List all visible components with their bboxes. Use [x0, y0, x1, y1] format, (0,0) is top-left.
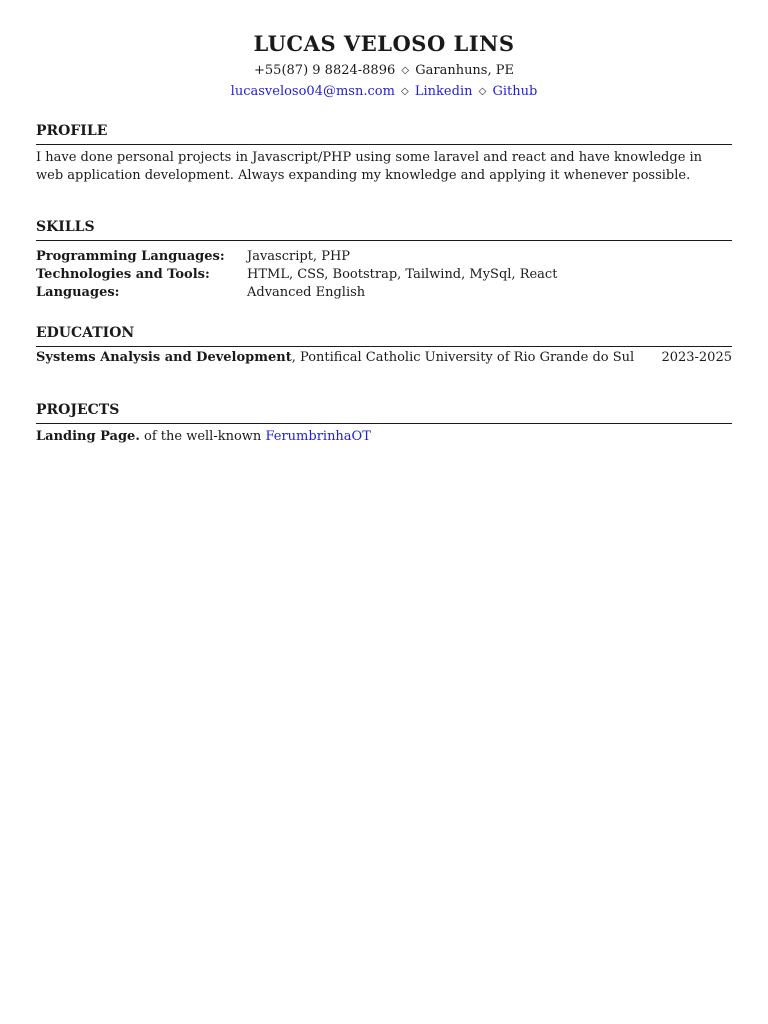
- contact-line-links: [36, 82, 732, 103]
- resume-page: [36, 0, 732, 444]
- skills-value: Javascript, PHP: [247, 249, 351, 264]
- section-title-projects: PROJECTS: [36, 401, 732, 424]
- skills-value: HTML, CSS, Bootstrap, Tailwind, MySql, React: [247, 267, 558, 282]
- education-degree: Systems Analysis and Development: [36, 350, 292, 365]
- project-link[interactable]: FerumbrinhaOT: [265, 429, 371, 444]
- skills-label: Technologies and Tools:: [36, 267, 210, 282]
- contact-line-phone: [36, 61, 732, 82]
- section-title-education: EDUCATION: [36, 324, 732, 347]
- section-title-profile: PROFILE: [36, 122, 732, 145]
- project-description: of the well-known: [144, 429, 262, 444]
- skills-label: Programming Languages:: [36, 249, 225, 264]
- diamond-separator-icon: ◇: [478, 86, 487, 97]
- project-title: Landing Page.: [36, 429, 140, 444]
- education-years: 2023-2025: [661, 350, 732, 365]
- linkedin-link[interactable]: Linkedin: [414, 84, 473, 99]
- email-link[interactable]: lucasveloso04@msn.com: [230, 84, 395, 99]
- location: Garanhuns, PE: [415, 63, 514, 78]
- profile-section: [36, 122, 732, 185]
- diamond-separator-icon: ◇: [401, 65, 410, 76]
- phone-number: +55(87) 9 8824-8896: [254, 63, 396, 78]
- profile-text: I have done personal projects in Javascript/PHP using some laravel and react and have knowledge in web application development. Always expanding my knowledge and applying it whenever possible.: [36, 150, 703, 183]
- skills-section: [36, 218, 732, 302]
- resume-header: [36, 0, 732, 103]
- section-title-skills: SKILLS: [36, 218, 732, 241]
- skills-label: Languages:: [36, 285, 120, 300]
- project-entry: [36, 424, 732, 446]
- skills-row: [36, 248, 732, 266]
- education-entry: [36, 347, 732, 367]
- projects-section: [36, 401, 732, 446]
- skills-row: [36, 266, 732, 284]
- diamond-separator-icon: ◇: [401, 86, 409, 97]
- education-degree-line: [36, 349, 634, 367]
- education-institution: , Pontifical Catholic University of Rio Grande do Sul: [291, 350, 635, 365]
- github-link[interactable]: Github: [492, 84, 538, 99]
- skills-value: Advanced English: [247, 285, 366, 300]
- candidate-name: LUCAS VELOSO LINS: [253, 31, 515, 56]
- skills-row: [36, 284, 732, 302]
- skills-list: [36, 241, 732, 302]
- education-section: [36, 324, 732, 367]
